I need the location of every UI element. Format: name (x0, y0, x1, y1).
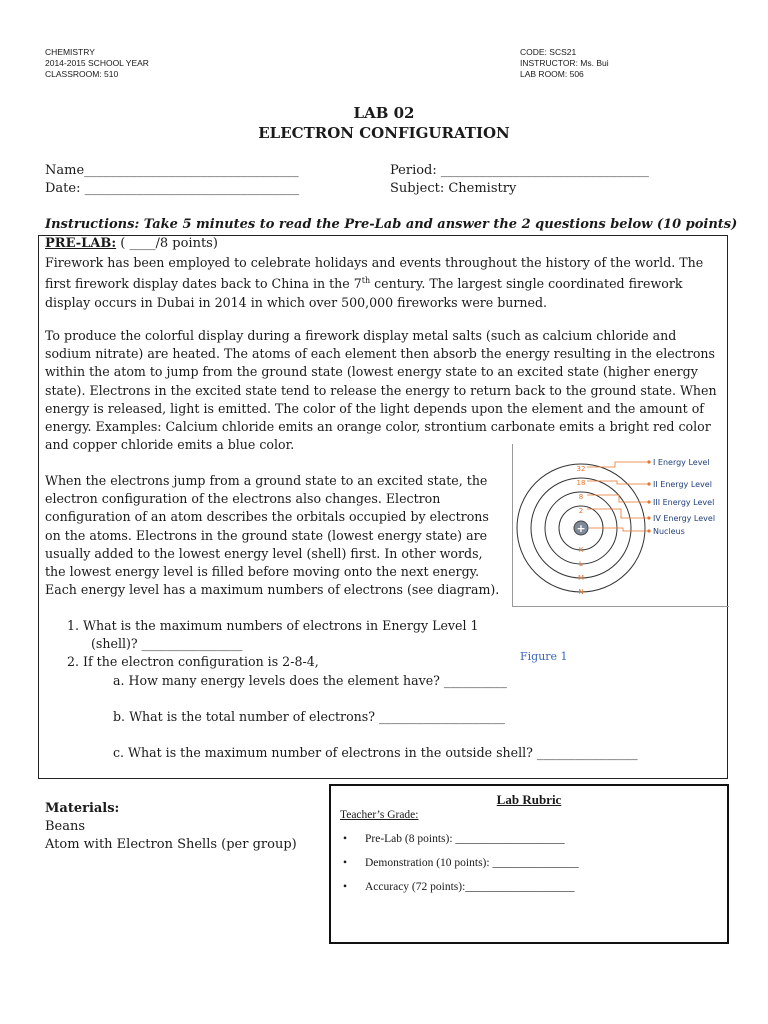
shell-letter-m: M (577, 574, 585, 582)
question-2b[interactable]: b. What is the total number of electrons? ____________________ (113, 709, 505, 724)
question-1-answer-line[interactable]: (shell)? ________________ (91, 636, 243, 651)
shell-number-2: 2 (578, 507, 584, 515)
superscript: th (361, 276, 371, 286)
subject-field: Subject: Chemistry (390, 181, 517, 196)
materials-heading: Materials: (45, 801, 120, 816)
energy-level-diagram (512, 444, 729, 607)
leader-dot (647, 460, 650, 463)
question-1: 1. What is the maximum numbers of electrons in Energy Level 1 (67, 618, 479, 633)
rubric-title-text: Lab Rubric (496, 792, 562, 807)
course-info (45, 47, 149, 80)
figure-caption: Figure 1 (520, 650, 568, 663)
lab-rubric-box (329, 784, 729, 944)
name-field[interactable]: Name_________________________________ (45, 163, 299, 178)
period-field[interactable]: Period: ________________________________ (390, 163, 649, 178)
materials-item: Atom with Electron Shells (per group) (45, 837, 297, 852)
date-field[interactable]: Date: _________________________________ (45, 181, 300, 196)
label-nucleus: Nucleus (653, 527, 685, 536)
shell-number-18: 18 (576, 479, 586, 487)
teacher-grade-label: Teacher’s Grade: (340, 809, 419, 821)
question-2c[interactable]: c. What is the maximum number of electrons in the outside shell? ________________ (113, 745, 638, 760)
prelab-heading (45, 236, 218, 251)
rubric-item-prelab[interactable]: • Pre-Lab (8 points): ___________________ (365, 833, 565, 845)
paragraph-history-text-a: Firework has been employed to celebrate holidays and events throughout the history of the world. The first firework display dates back to China in the 7 (45, 255, 704, 292)
leader-dot (647, 482, 650, 485)
leader-dot (647, 516, 650, 519)
leader-line-2 (587, 481, 649, 484)
year-line: 2014-2015 SCHOOL YEAR (45, 58, 149, 68)
instructor-line: INSTRUCTOR: Ms. Bui (520, 58, 609, 68)
label-energy-level-2: II Energy Level (653, 480, 712, 489)
shell-number-32: 32 (576, 465, 586, 473)
leader-line-4 (587, 509, 649, 518)
instructions: Instructions: Take 5 minutes to read the Pre-Lab and answer the 2 questions below (10 points) (45, 217, 738, 232)
materials-item: Beans (45, 819, 86, 834)
paragraph-configuration-text: When the electrons jump from a ground state to an excited state, the electron configuration of the electrons also changes. Electron configuration of an atom describes the orbitals occupied by electrons on the atoms. Electrons in the ground state (lowest energy state) are usually added to the lowest energy level (shell) first. In other words, the lowest energy level is filled before moving onto the next energy. Each energy level has a maximum numbers of electrons (see diagram). (45, 473, 500, 598)
label-energy-level-1: I Energy Level (653, 458, 710, 467)
label-energy-level-4: IV Energy Level (653, 514, 716, 523)
rubric-item-demonstration[interactable]: • Demonstration (10 points): _______________ (365, 857, 579, 869)
lab-info (520, 47, 609, 80)
rubric-title (331, 792, 727, 808)
leader-line-3 (587, 495, 649, 502)
paragraph-fireworks (45, 327, 720, 454)
course-line: CHEMISTRY (45, 47, 95, 57)
leader-dot (647, 500, 650, 503)
paragraph-fireworks-text: To produce the colorful display during a firework display metal salts (such as calcium chloride and sodium nitrate) are heated. The atoms of each element then absorb the energy resulting in the electrons within the atom to jump from the ground state (lowest energy state to an excited state (higher energy state). Electrons in the excited state tend to release the energy to return back to the ground state. When energy is released, light is emitted. The color of the light depends upon the element and the amount of energy. Examples: Calcium chloride emits an orange color, strontium carbonate emits a bright red color and copper chloride emits a blue color. (45, 328, 717, 453)
question-2: 2. If the electron configuration is 2-8-4, (67, 654, 319, 669)
leader-dot (647, 529, 650, 532)
shell-letter-k: K (578, 546, 584, 554)
shell-number-8: 8 (578, 493, 584, 501)
shell-letter-l: L (579, 560, 583, 568)
materials-section (45, 800, 297, 854)
page-title: ELECTRON CONFIGURATION (258, 124, 510, 142)
prelab-label: PRE-LAB: (45, 236, 117, 251)
paragraph-configuration (45, 472, 503, 599)
label-energy-level-3: III Energy Level (653, 498, 715, 507)
leader-line-5 (589, 528, 649, 531)
lab-room-line: LAB ROOM: 506 (520, 69, 584, 79)
question-2a[interactable]: a. How many energy levels does the element have? __________ (113, 673, 507, 688)
paragraph-history-text-b: century. The largest single coordinated firework display occurs in Dubai in 2014 in which over 500,000 fireworks were burned. (45, 276, 683, 310)
rubric-item-accuracy[interactable]: • Accuracy (72 points):___________________ (365, 881, 575, 893)
paragraph-history (45, 254, 717, 312)
lab-number: LAB 02 (353, 104, 415, 122)
atom-shells-figure (513, 444, 729, 606)
prelab-points: ( ____/8 points) (116, 236, 218, 251)
code-line: CODE: SCS21 (520, 47, 577, 57)
nucleus-symbol: + (576, 522, 586, 535)
shell-letter-n: N (578, 588, 584, 596)
classroom-line: CLASSROOM: 510 (45, 69, 119, 79)
